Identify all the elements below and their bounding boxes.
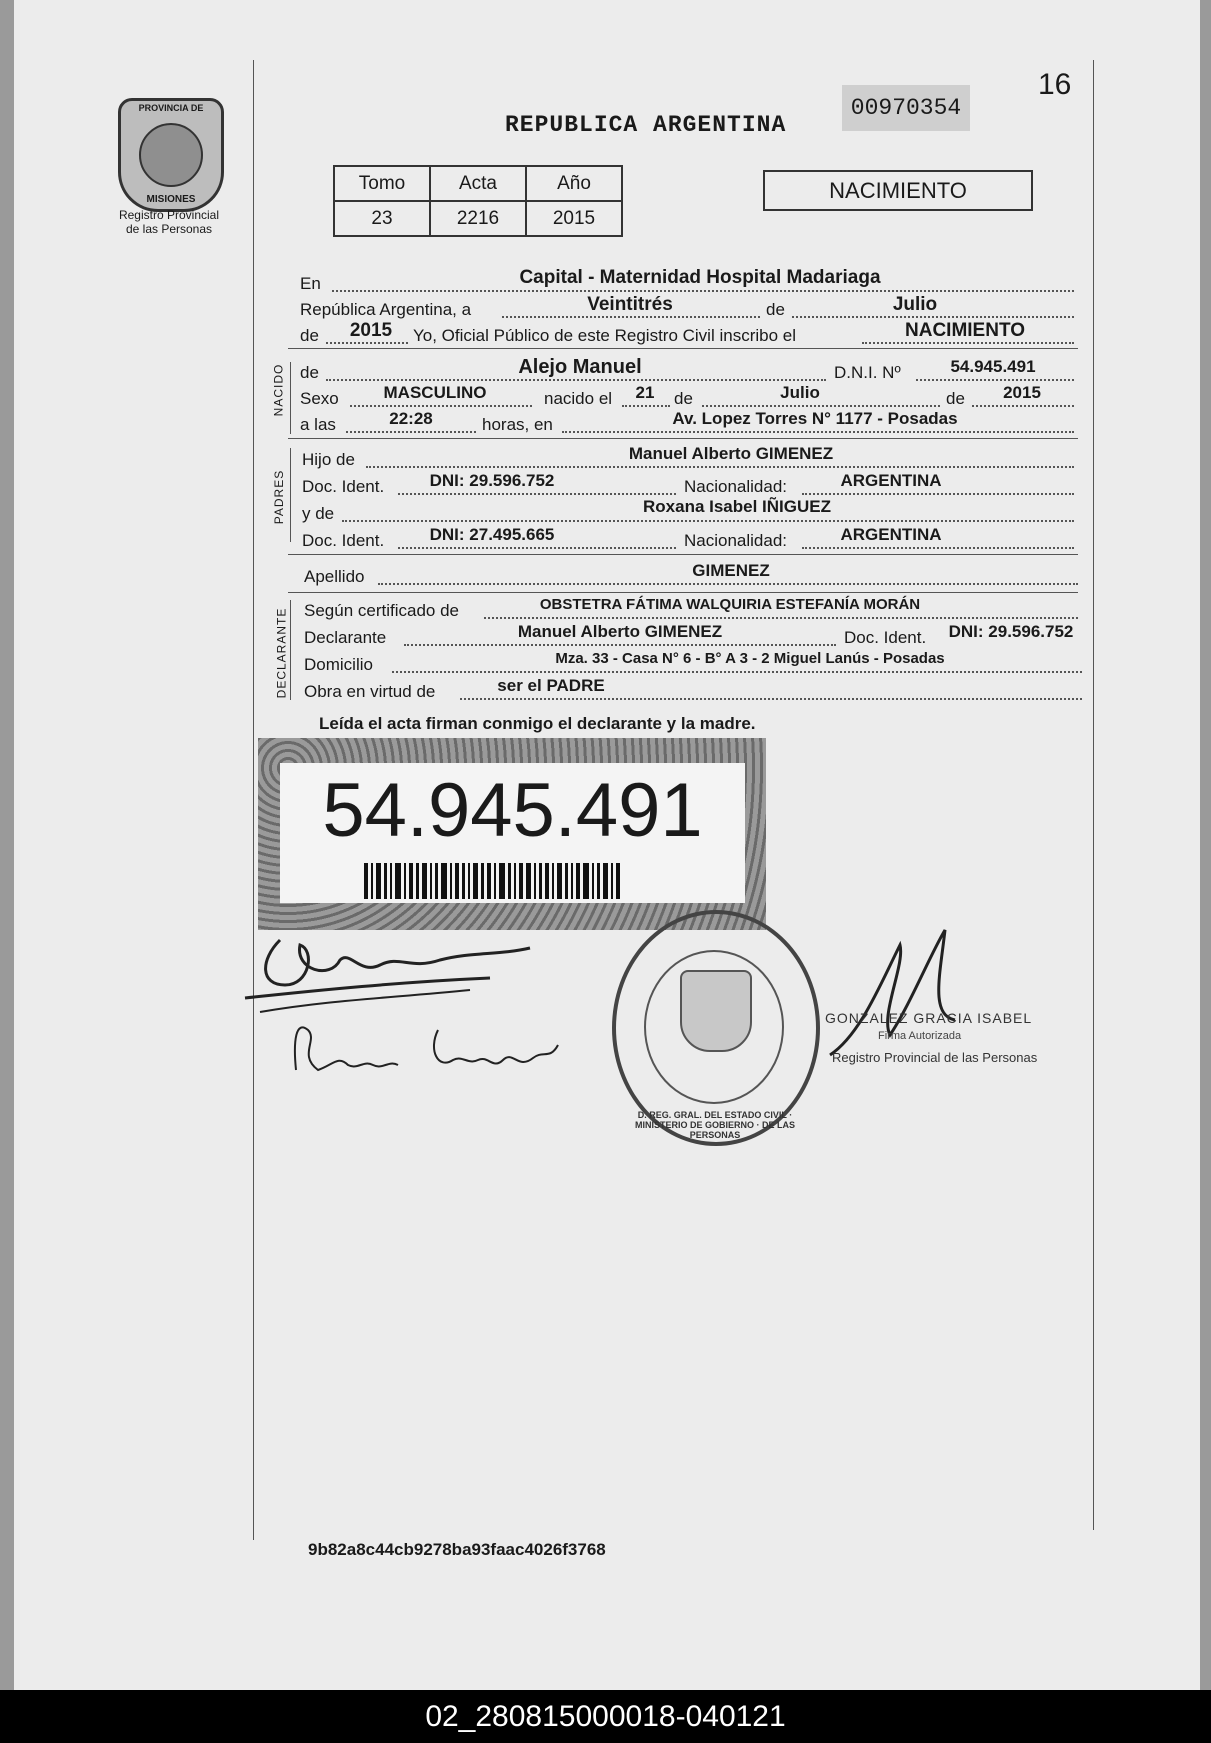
horas-label: horas, en (482, 415, 553, 434)
domicilio-value: Mza. 33 - Casa N° 6 - B° A 3 - 2 Miguel Lanús - Posadas (555, 650, 945, 667)
day-value: Veintitrés (587, 294, 673, 315)
month-value: Julio (892, 294, 938, 315)
declarante-section-label: DECLARANTE (274, 607, 289, 699)
registry-line2: de las Personas (125, 222, 213, 236)
barcode-label (280, 763, 745, 903)
official-name: GONZALEZ GRACIA ISABEL (825, 1010, 1033, 1026)
record-header-acta: Acta (430, 166, 526, 201)
mother-nat-label: Nacionalidad: (684, 531, 788, 550)
nacido-divider (288, 438, 1078, 439)
decl-label: Declarante (304, 628, 387, 647)
decl-doc-value: DNI: 29.596.752 (948, 622, 1074, 641)
birth-time: 22:28 (389, 409, 433, 428)
barcode-number: 54.945.491 (322, 768, 703, 853)
nacido-section-label: NACIDO (271, 363, 286, 417)
mother-signature (288, 1010, 568, 1090)
record-table-value-row (334, 201, 622, 236)
en-label: En (300, 274, 321, 293)
sexo-label: Sexo (300, 389, 339, 408)
father-nationality: ARGENTINA (840, 471, 942, 490)
birth-month: Julio (780, 383, 820, 402)
place-value: Capital - Maternidad Hospital Madariaga (519, 267, 881, 288)
page-number: 16 (1038, 68, 1072, 101)
closing-statement: Leída el acta firman conmigo el declarante y la madre. (319, 714, 756, 733)
apellido-value: GIMENEZ (692, 561, 770, 580)
de-label-2: de (300, 326, 319, 345)
record-table (333, 165, 623, 237)
record-header-tomo: Tomo (334, 166, 430, 201)
official-signature (820, 925, 980, 1065)
mother-name: Roxana Isabel IÑIGUEZ (643, 497, 831, 516)
province-seal (118, 98, 224, 212)
nacido-bracket (290, 362, 291, 434)
official-role: Firma Autorizada (878, 1030, 962, 1042)
a-las-label: a las (300, 415, 336, 434)
father-doc: DNI: 29.596.752 (429, 471, 555, 490)
country-title: REPUBLICA ARGENTINA (505, 112, 787, 138)
republica-label: República Argentina, a (300, 300, 472, 319)
birth-day: 21 (635, 383, 655, 402)
padres-divider (288, 554, 1078, 555)
record-table-header-row (334, 166, 622, 201)
dni-label: D.N.I. Nº (834, 363, 901, 382)
official-registry: Registro Provincial de las Personas (832, 1050, 1038, 1065)
seal-bottom-text: MISIONES (146, 194, 196, 205)
nacido-el-label: nacido el (544, 389, 613, 408)
record-type-box: NACIMIENTO (763, 170, 1033, 211)
mother-doc-label: Doc. Ident. (302, 531, 385, 550)
obra-value: ser el PADRE (497, 676, 605, 695)
decl-doc-label: Doc. Ident. (844, 628, 927, 647)
domicilio-label: Domicilio (304, 655, 373, 674)
document-hash: 9b82a8c44cb9278ba93faac4026f3768 (308, 1540, 606, 1559)
record-value-acta: 2216 (430, 201, 526, 236)
child-dni: 54.945.491 (950, 357, 1036, 376)
record-header-ano: Año (526, 166, 622, 201)
child-name: Alejo Manuel (518, 356, 642, 378)
hijo-label: Hijo de (302, 450, 355, 469)
de-label-1: de (766, 300, 785, 319)
year-value: 2015 (349, 320, 393, 341)
sexo-value: MASCULINO (383, 383, 487, 402)
stamp-text: D. REG. GRAL. DEL ESTADO CIVIL · MINISTERIO DE GOBIERNO · DE LAS PERSONAS (634, 1110, 795, 1140)
left-margin-rule (253, 60, 254, 1540)
y-de-label: y de (302, 504, 335, 523)
registry-line1: Registro Provincial (118, 208, 220, 222)
barcode-bars-icon (364, 863, 664, 899)
declarante-bracket (290, 600, 291, 700)
father-nat-label: Nacionalidad: (684, 477, 788, 496)
cert-value: OBSTETRA FÁTIMA WALQUIRIA ESTEFANÍA MORÁN (539, 596, 921, 613)
mother-nationality: ARGENTINA (840, 525, 942, 544)
birth-de2-label: de (946, 389, 965, 408)
decl-value: Manuel Alberto GIMENEZ (517, 622, 723, 641)
right-margin-rule (1093, 60, 1094, 1530)
record-value-ano: 2015 (526, 201, 622, 236)
father-name: Manuel Alberto GIMENEZ (628, 444, 834, 463)
padres-bracket (290, 448, 291, 542)
birth-year: 2015 (1003, 383, 1041, 402)
cert-label: Según certificado de (304, 601, 459, 620)
birth-place: Av. Lopez Torres N° 1177 - Posadas (672, 409, 958, 428)
apellido-label: Apellido (304, 567, 365, 586)
barcode-sticker (258, 738, 766, 930)
record-value-tomo: 23 (334, 201, 430, 236)
serial-number: 00970354 (842, 85, 970, 131)
apellido-divider (288, 592, 1078, 593)
father-doc-label: Doc. Ident. (302, 477, 385, 496)
footer-id: 02_280815000018-040121 (0, 1690, 1211, 1743)
padres-section-label: PADRES (272, 469, 287, 525)
mother-doc: DNI: 27.495.665 (429, 525, 555, 544)
seal-emblem-icon (139, 123, 203, 187)
nacido-de-label: de (300, 363, 319, 382)
stamp-emblem-icon (680, 970, 752, 1052)
intro-divider (288, 348, 1078, 349)
registry-name (104, 208, 234, 236)
inscribo-value: NACIMIENTO (905, 320, 1025, 341)
birth-de-label: de (674, 389, 693, 408)
obra-label: Obra en virtud de (304, 682, 436, 701)
inscribo-label: Yo, Oficial Público de este Registro Civil inscribo el (413, 326, 796, 345)
seal-top-text: PROVINCIA DE (138, 103, 204, 113)
